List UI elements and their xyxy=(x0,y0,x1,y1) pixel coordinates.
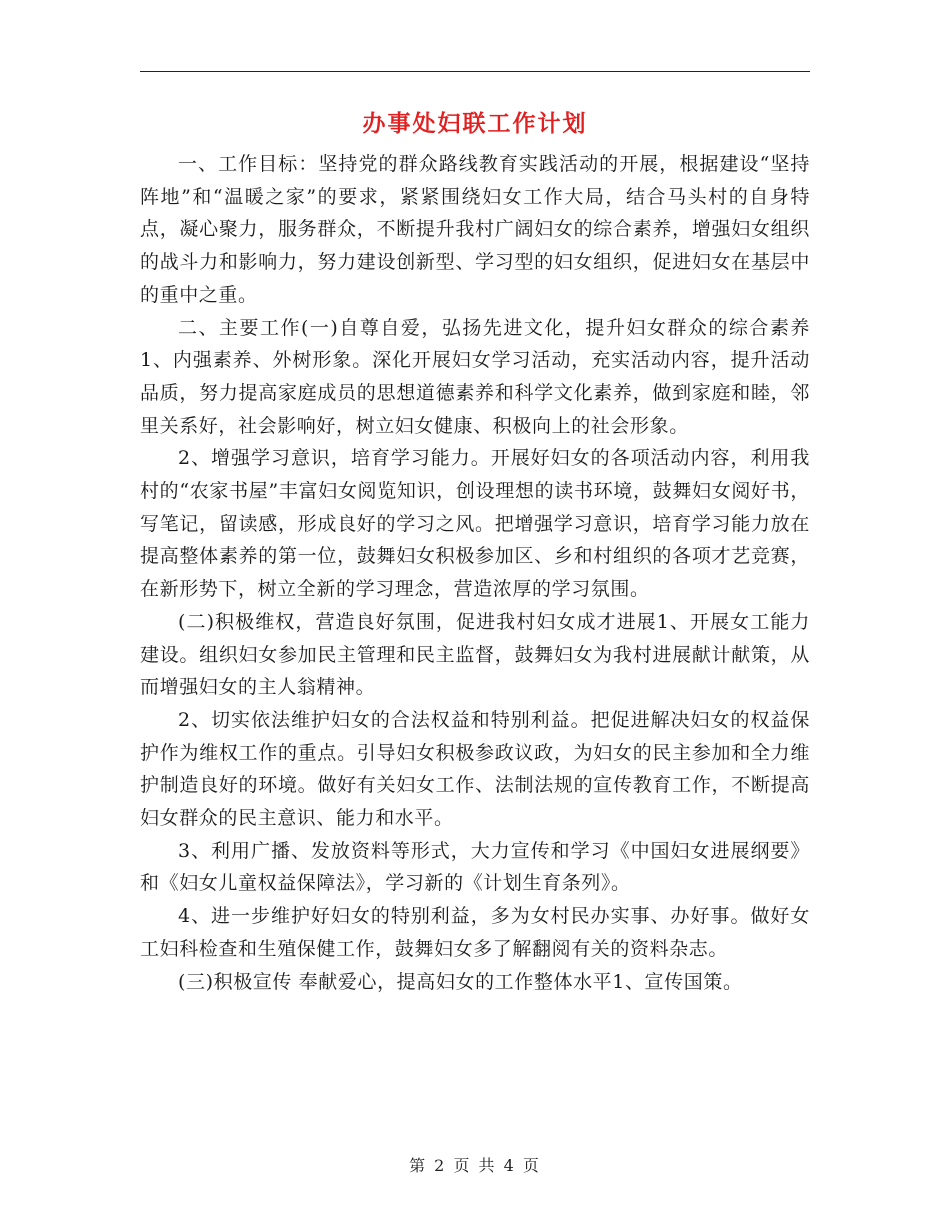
paragraph: 2、切实依法维护妇女的合法权益和特别利益。把促进解决妇女的权益保护作为维权工作的重点。引导妇女积极参政议政，为妇女的民主参加和全力维护制造良好的环境。做好有关妇女工作、法制法规的宣传教育工作，不断提高妇女群众的民主意识、能力和水平。 xyxy=(140,708,810,830)
paragraph: (三)积极宣传 奉献爱心，提高妇女的工作整体水平1、宣传国策。 xyxy=(178,970,743,993)
paragraph: 二、主要工作(一)自尊自爱，弘扬先进文化，提升妇女群众的综合素养1、内强素养、外树形象。深化开展妇女学习活动，充实活动内容，提升活动品质，努力提高家庭成员的思想道德素养和科学文化素养，做到家庭和睦，邻里关系好，社会影响好，树立妇女健康、积极向上的社会形象。 xyxy=(140,316,810,437)
paragraph: 4、进一步维护好妇女的特别利益，多为女村民办实事、办好事。做好女工妇科检查和生殖保健工作，鼓舞妇女多了解翻阅有关的资料杂志。 xyxy=(140,905,810,960)
document-body xyxy=(140,148,810,998)
page-number-footer: 第 2 页 共 4 页 xyxy=(409,1156,541,1175)
paragraph: 一、工作目标：坚持党的群众路线教育实践活动的开展，根据建设“坚持阵地”和“温暖之家”的要求，紧紧围绕妇女工作大局，结合马头村的自身特点，凝心聚力，服务群众，不断提升我村广阔妇女的综合素养，增强妇女组织的战斗力和影响力，努力建设创新型、学习型的妇女组织，促进妇女在基层中的重中之重。 xyxy=(140,153,810,306)
header-rule xyxy=(140,71,810,72)
paragraph: 3、利用广播、发放资料等形式，大力宣传和学习《中国妇女进展纲要》和《妇女儿童权益保障法》，学习新的《计划生育条列》。 xyxy=(140,839,810,895)
paragraph: 2、增强学习意识，培育学习能力。开展好妇女的各项活动内容，利用我村的“农家书屋”丰富妇女阅览知识，创设理想的读书环境，鼓舞妇女阅好书，写笔记，留读感，形成良好的学习之风。把增强学习意识，培育学习能力放在提高整体素养的第一位，鼓舞妇女积极参加区、乡和村组织的各项才艺竞赛，在新形势下，树立全新的学习理念，营造浓厚的学习氛围。 xyxy=(140,447,810,601)
paragraph: (二)积极维权，营造良好氛围，促进我村妇女成才进展1、开展女工能力建设。组织妇女参加民主管理和民主监督，鼓舞妇女为我村进展献计献策，从而增强妇女的主人翁精神。 xyxy=(140,610,810,699)
document-title: 办事处妇联工作计划 xyxy=(362,110,588,137)
